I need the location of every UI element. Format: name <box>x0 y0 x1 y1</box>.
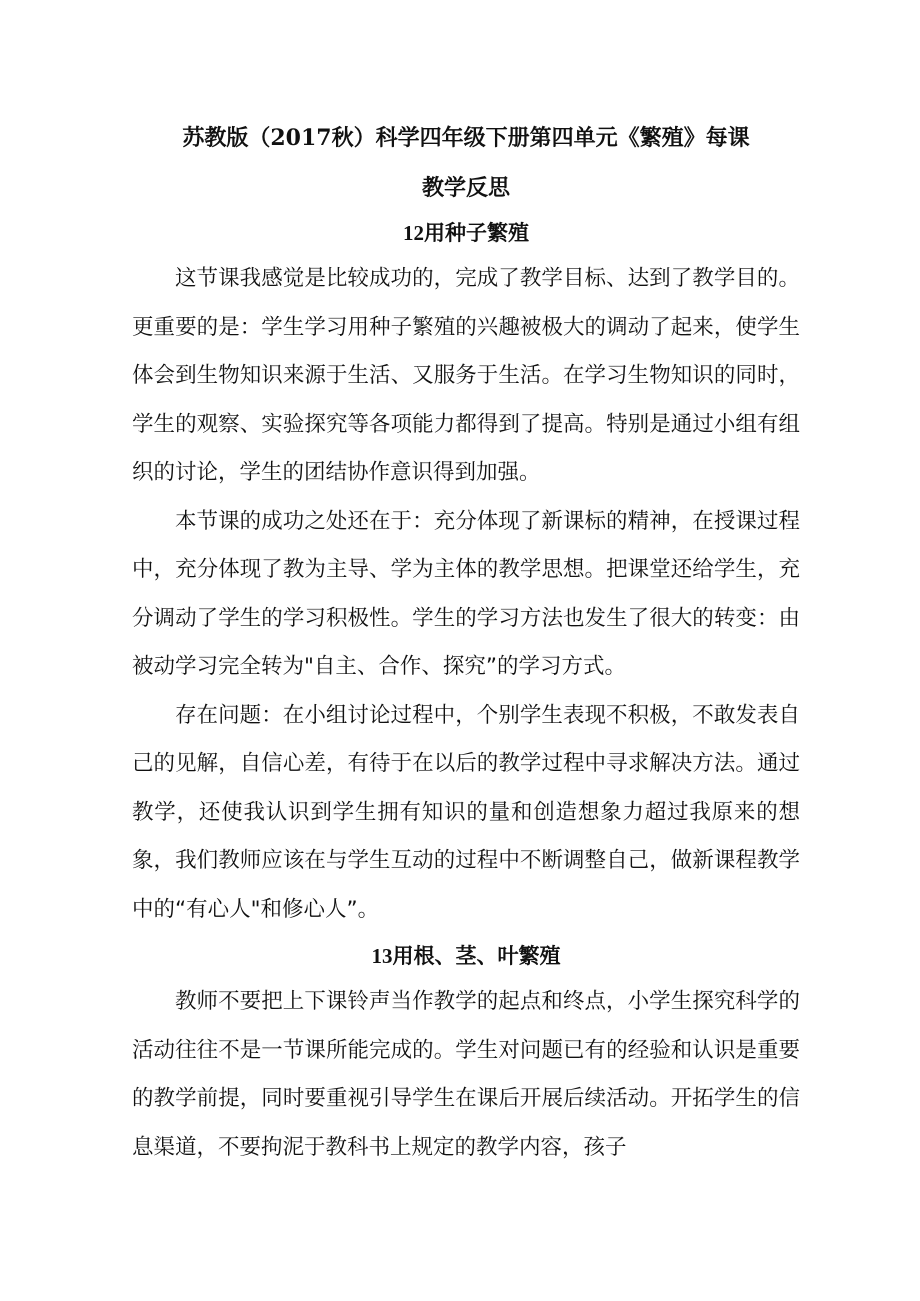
paragraph: 本节课的成功之处还在于：充分体现了新课标的精神，在授课过程中，充分体现了教为主导、学为主体的教学思想。把课堂还给学生，充分调动了学生的学习积极性。学生的学习方法也发生了很大的转变：由被动学习完全转为"自主、合作、探究”的学习方式。 <box>132 508 800 679</box>
document-title-line2: 教学反思 <box>421 175 510 201</box>
paragraph: 存在问题：在小组讨论过程中，个别学生表现不积极，不敢发表自己的见解，自信心差，有待于在以后的教学过程中寻求解决方法。通过教学，还使我认识到学生拥有知识的量和创造想象力超过我原来的想象，我们教师应该在与学生互动的过程中不断调整自己，做新课程教学中的“有心人"和修心人”。 <box>132 702 800 922</box>
paragraph: 教师不要把上下课铃声当作教学的起点和终点，小学生探究科学的活动往往不是一节课所能完成的。学生对问题已有的经验和认识是重要的教学前提，同时要重视引导学生在课后开展后续活动。开拓学生的信息渠道，不要拘泥于教科书上规定的教学内容，孩子 <box>132 989 800 1160</box>
document-title-line1: 苏教版（2017秋）科学四年级下册第四单元《繁殖》每课 <box>182 125 750 151</box>
paragraph: 这节课我感觉是比较成功的，完成了教学目标、达到了教学目的。更重要的是：学生学习用种子繁殖的兴趣被极大的调动了起来，使学生体会到生物知识来源于生活、又服务于生活。在学习生物知识的同时，学生的观察、实验探究等各项能力都得到了提高。特别是通过小组有组织的讨论，学生的团结协作意识得到加强。 <box>132 266 800 485</box>
section-heading-13: 13用根、茎、叶繁殖 <box>371 944 561 968</box>
section-heading-12: 12用种子繁殖 <box>403 221 529 245</box>
